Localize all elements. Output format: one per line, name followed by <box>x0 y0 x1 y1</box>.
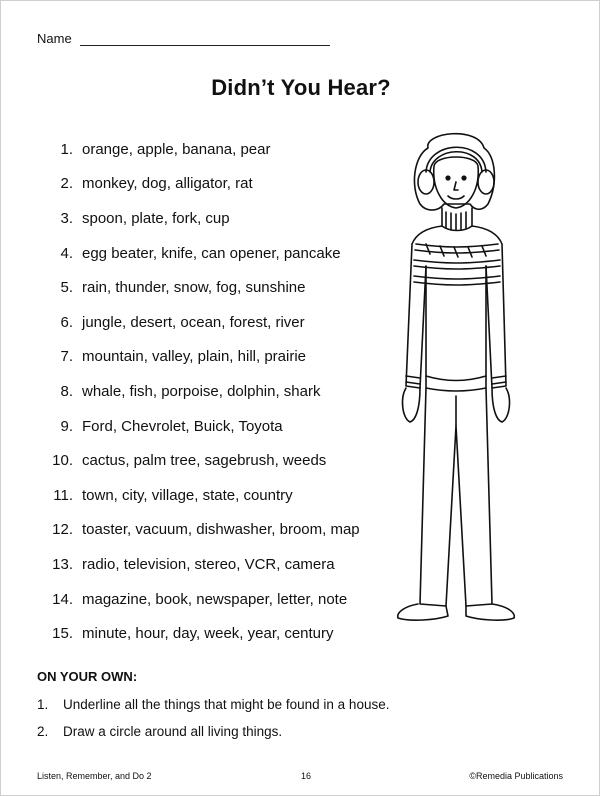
item-number: 9. <box>60 417 73 435</box>
item-text: mountain, valley, plain, hill, prairie <box>82 348 306 366</box>
list-item <box>37 478 360 513</box>
item-number: 12. <box>52 521 73 539</box>
item-number: 15. <box>52 625 73 643</box>
item-text: magazine, book, newspaper, letter, note <box>82 590 348 608</box>
list-item <box>37 236 360 271</box>
footer-book-title: Listen, Remember, and Do 2 <box>37 771 152 781</box>
item-text: radio, television, stereo, VCR, camera <box>82 555 335 573</box>
list-item <box>37 340 360 375</box>
item-number: 3. <box>60 209 73 227</box>
list-item <box>37 616 360 651</box>
item-number: 1. <box>60 140 73 158</box>
instruction-item <box>37 718 389 745</box>
item-text: town, city, village, state, country <box>82 486 293 504</box>
list-item <box>37 582 360 617</box>
instruction-number: 1. <box>37 697 49 712</box>
list-item <box>37 409 360 444</box>
list-item <box>37 374 360 409</box>
item-text: minute, hour, day, week, year, century <box>82 625 334 643</box>
item-number: 8. <box>60 382 73 400</box>
footer-page-number: 16 <box>301 771 312 781</box>
list-item <box>37 547 360 582</box>
item-number: 13. <box>52 555 73 573</box>
list-item <box>37 305 360 340</box>
name-row <box>37 31 330 46</box>
item-number: 10. <box>52 452 73 470</box>
instruction-text: Draw a circle around all living things. <box>63 724 283 739</box>
word-list <box>37 132 360 651</box>
item-number: 6. <box>60 313 73 331</box>
item-text: jungle, desert, ocean, forest, river <box>82 313 305 331</box>
item-text: egg beater, knife, can opener, pancake <box>82 244 341 262</box>
name-blank-line <box>80 33 330 46</box>
item-number: 7. <box>60 348 73 366</box>
list-item <box>37 132 360 167</box>
item-text: Ford, Chevrolet, Buick, Toyota <box>82 417 283 435</box>
list-item <box>37 513 360 548</box>
item-text: monkey, dog, alligator, rat <box>82 175 253 193</box>
item-text: rain, thunder, snow, fog, sunshine <box>82 279 306 297</box>
item-text: whale, fish, porpoise, dolphin, shark <box>82 382 321 400</box>
item-number: 4. <box>60 244 73 262</box>
on-your-own-list <box>37 691 389 745</box>
on-your-own-heading: ON YOUR OWN: <box>37 669 138 684</box>
list-item <box>37 270 360 305</box>
item-text: spoon, plate, fork, cup <box>82 209 230 227</box>
item-number: 5. <box>60 279 73 297</box>
list-item <box>37 167 360 202</box>
footer-publisher: ©Remedia Publications <box>469 771 563 781</box>
item-text: cactus, palm tree, sagebrush, weeds <box>82 452 327 470</box>
name-label: Name <box>37 31 72 46</box>
girl-with-earmuffs-illustration <box>386 126 536 631</box>
item-number: 11. <box>53 486 73 504</box>
instruction-text: Underline all the things that might be found in a house. <box>63 697 390 712</box>
item-number: 2. <box>60 175 73 193</box>
list-item <box>37 201 360 236</box>
instruction-number: 2. <box>37 724 49 739</box>
item-number: 14. <box>52 590 73 608</box>
item-text: orange, apple, banana, pear <box>82 140 271 158</box>
page-title: Didn’t You Hear? <box>211 75 391 100</box>
item-text: toaster, vacuum, dishwasher, broom, map <box>82 521 360 539</box>
list-item <box>37 443 360 478</box>
instruction-item <box>37 691 389 718</box>
